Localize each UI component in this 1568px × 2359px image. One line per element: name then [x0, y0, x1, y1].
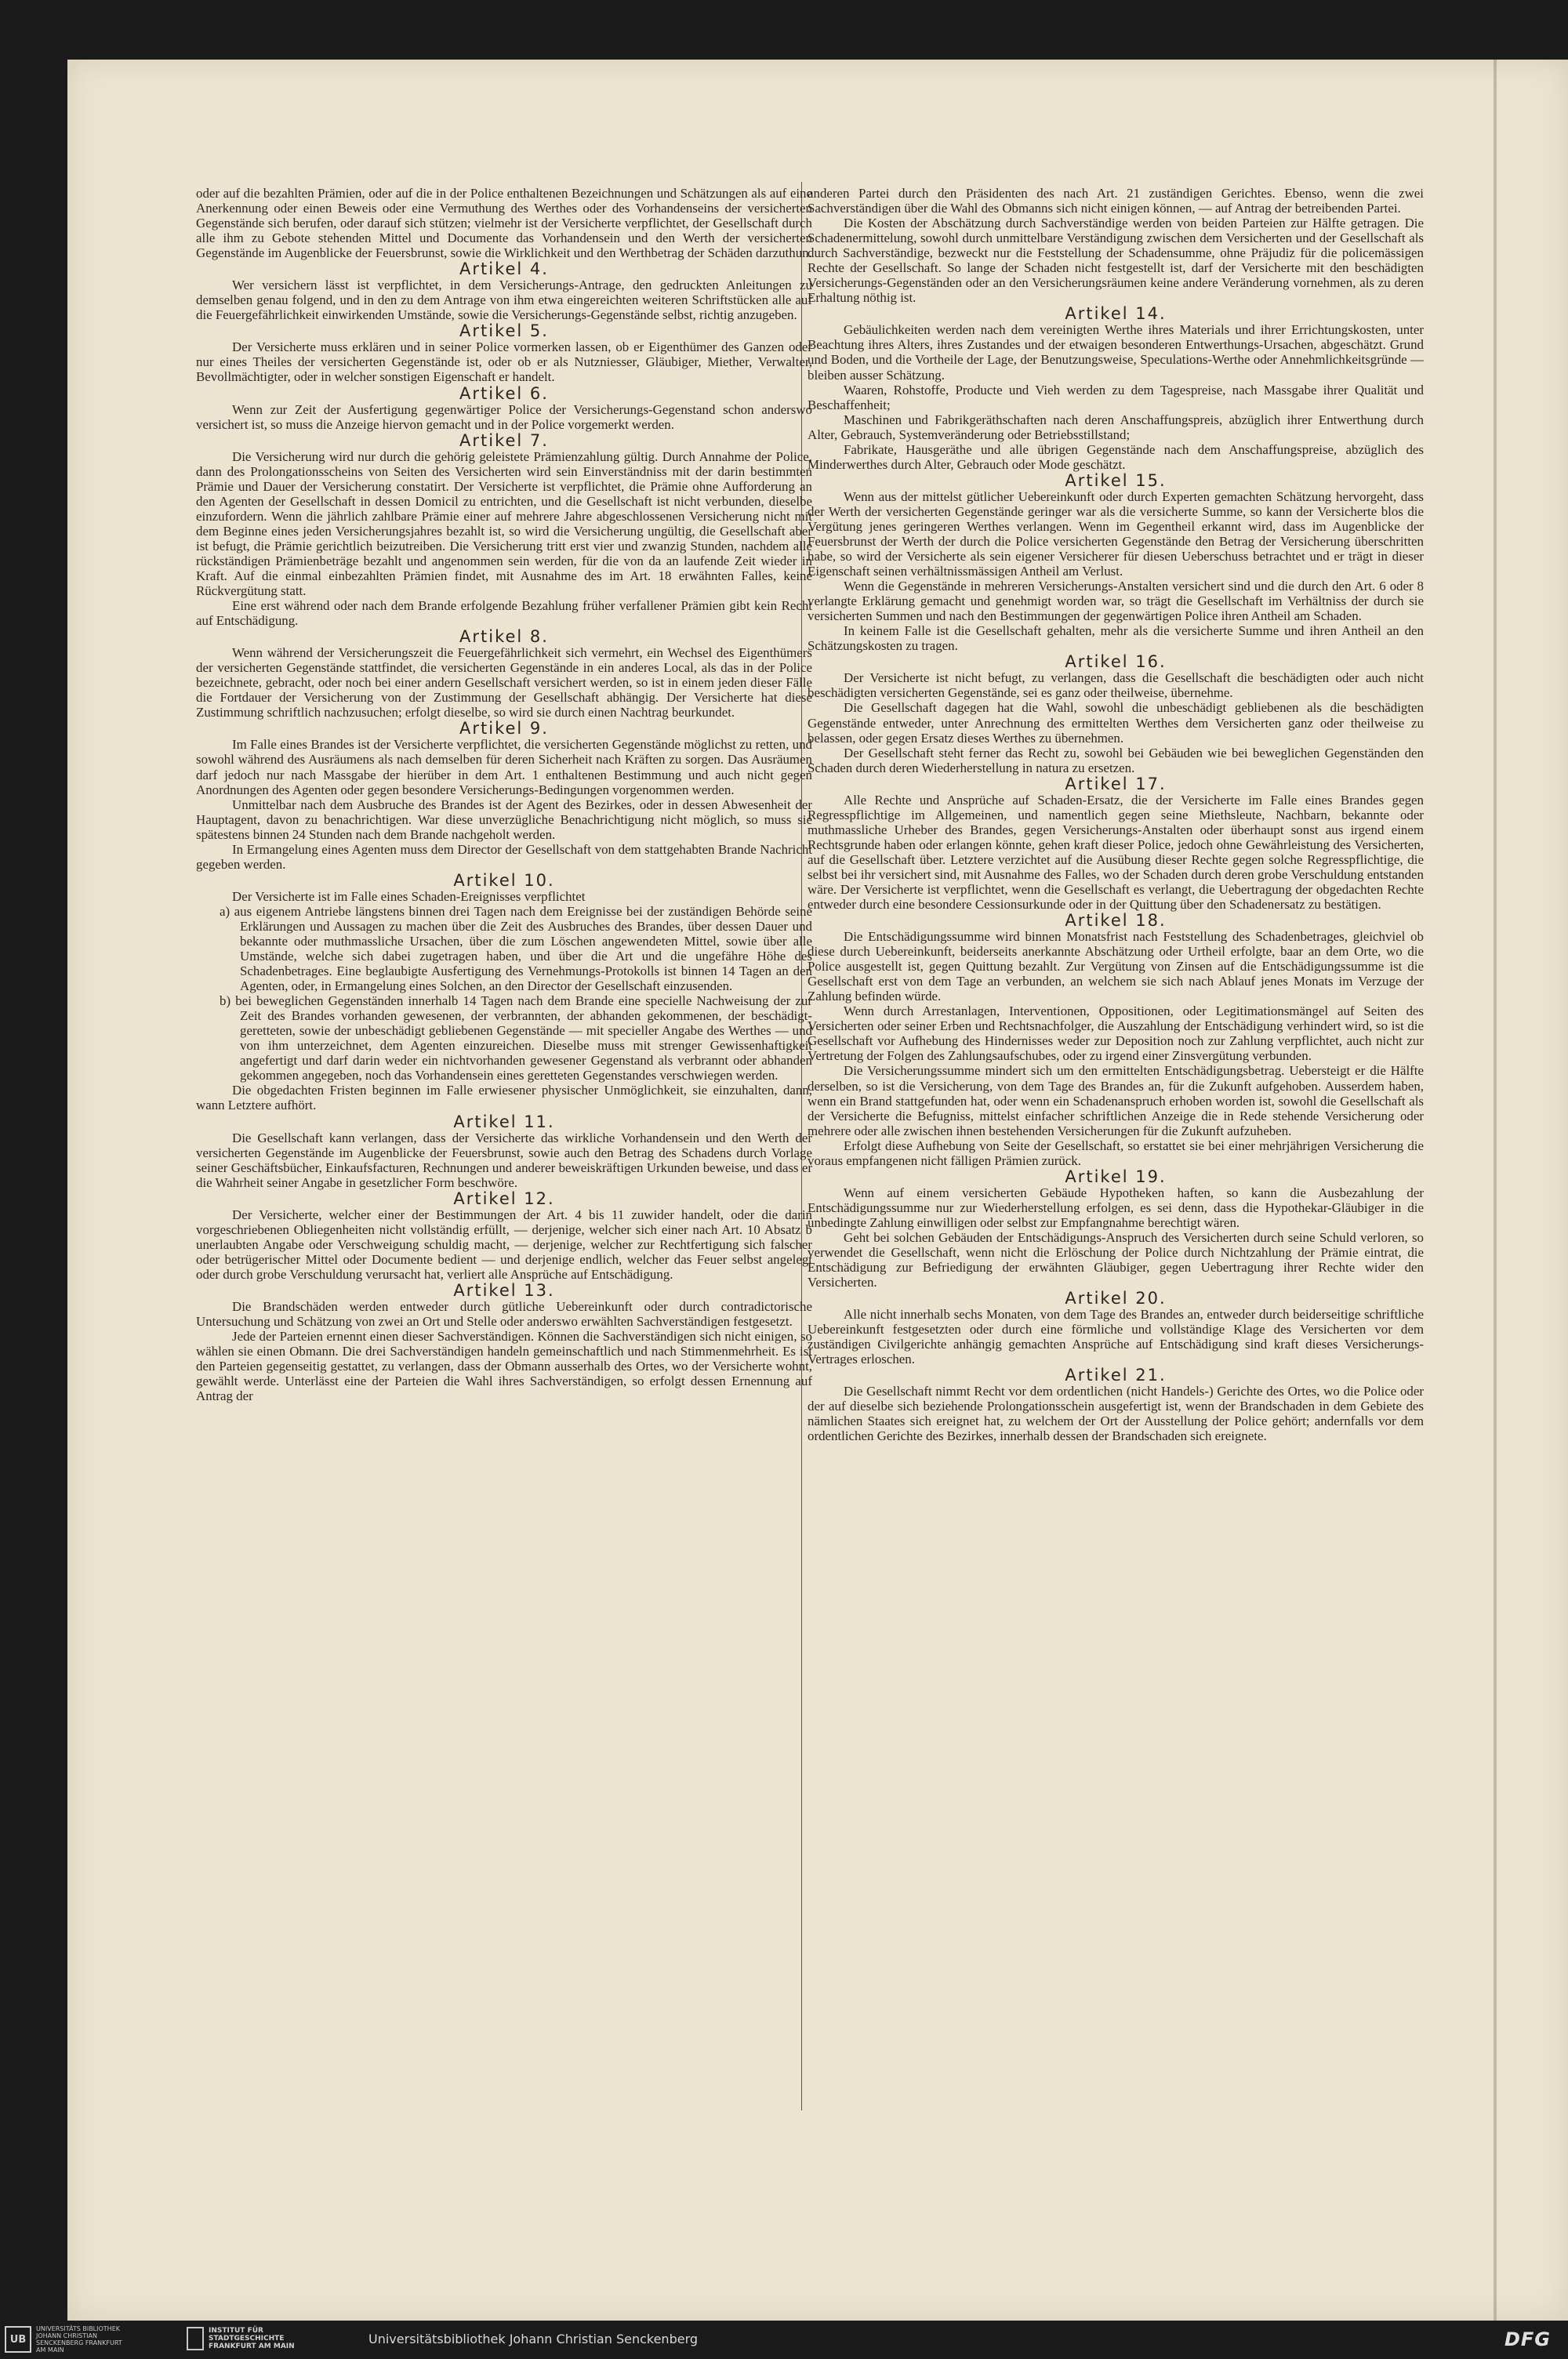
ub-logo-icon: UB: [5, 2326, 31, 2353]
article-heading: Artikel 8.: [459, 627, 549, 647]
footer-caption: Universitätsbibliothek Johann Christian Senckenberg: [368, 2332, 699, 2346]
ub-logo-name: [36, 2325, 130, 2354]
paragraph: Alle Rechte und Ansprüche auf Schaden-Ersatz, die der Versicherte im Falle eines Brandes gegen Regresspflichtige im Allgemeinen, und namentlich gegen seine Miethsleute, Nachbarn, bekannte oder muthmassliche Urheber des Brandes, gegen Versicherungs-Anstalten oder überhaupt sonst aus irgend einem Rechtsgrunde haben oder erlangen könnte, gehen kraft dieser Police, jedoch ohne Gewährleistung des Versicherten, auf die Gesellschaft über. Letztere verzichtet auf die Ausübung dieser Rechte gegen solche Regresspflichtige, die selbst bei ihr versichert sind, mit Ausnahme des Falles, wo der Schaden durch deren grobe Verschuldung entstanden wäre. Der Versicherte ist verpflichtet, wenn die Gesellschaft es verlangt, die Uebertragung der obgedachten Rechte entweder durch eine besondere Cessionsurkunde oder in der Quittung über den Schadenersatz zu bestätigen.: [808, 792, 1424, 913]
article-heading: Artikel 9.: [459, 719, 549, 739]
paragraph: Wenn aus der mittelst gütlicher Uebereinkunft oder durch Experten gemachten Schätzung hervorgeht, dass der Werth der versicherten Gegenstände geringer war als die versicherte Summe, so kann der Versicherte blos die Vergütung jenes geringeren Werthes verlangen. Wenn im Gegentheil erkannt wird, dass im Augenblicke der Feuersbrunst der Werth der durch die Police versicherten Gegenstände den Betrag der Versicherung überschritten habe, so wird der Versicherte als sein eigener Versicherer für diesen Ueberschuss betrachtet und er trägt in dieser Eigenschaft seinen verhältnissmässigen Antheil am Verlust.: [808, 488, 1424, 579]
paragraph: Der Versicherte, welcher einer der Bestimmungen der Art. 4 bis 11 zuwider handelt, oder die darin vorgeschriebenen Obliegenheiten nicht vollständig erfüllt, — derjenige, welcher sich einer nach Art. 10 Absatz b unerlaubten Angabe oder Verschweigung schuldig macht, — derjenige, welcher zur Rechtfertigung sich falscher oder betrügerischer Mittel oder Documente bedient — und derjenige endlich, welcher das Feuer selbst angelegt oder durch grobe Verschuldung verursacht hat, verliert alle Ansprüche auf Entschädigung.: [196, 1207, 812, 1282]
paragraph: Die Gesellschaft nimmt Recht vor dem ordentlichen (nicht Handels-) Gerichte des Ortes, wo die Police oder der auf dieselbe sich beziehende Prolongationsschein ausgefertigt ist, wenn der Brandschaden in dem Gebiete des nämlichen Staates sich ereignet hat, zu welchem der Ort der Ausstellung der Police gehört; andernfalls vor dem ordentlichen Gerichte des Bezirkes, innerhalb dessen der Brandschaden sich ereignete.: [808, 1384, 1424, 1444]
article-heading: Artikel 5.: [459, 321, 549, 341]
paragraph: Wenn die Gegenstände in mehreren Versicherungs-Anstalten versichert sind und die durch den Art. 6 oder 8 verlangte Erklärung gemacht und genehmigt worden war, so trägt die Gesellschaft im Verhältniss der durch sie versicherten Summen und nach den Bestimmungen der gegenwärtigen Police ihren Antheil am Schaden.: [808, 579, 1424, 624]
paragraph: Gebäulichkeiten werden nach dem vereinigten Werthe ihres Materials und ihrer Errichtungskosten, unter Beachtung ihres Alters, ihres Zustandes und der etwaigen besonderen Entwerthungs-Ursachen, abgeschätzt. Grund und Boden, und die Vortheile der Lage, der Benutzungsweise, Speculations-Werthe oder Annehmlichkeitsgründe — bleiben ausser Schätzung.: [808, 322, 1424, 383]
paragraph: Maschinen und Fabrikgeräthschaften nach deren Anschaffungspreis, abzüglich ihrer Entwerthung durch Alter, Gebrauch, Systemveränderung oder Betriebsstillstand;: [808, 412, 1424, 442]
paragraph: oder auf die bezahlten Prämien, oder auf die in der Police enthaltenen Bezeichnungen und Schätzungen als auf eine Anerkennung oder einen Beweis oder eine Vermuthung des Werthes oder des Vorhandenseins der versicherten Gegenstände sich berufen, oder darauf sich stützen; vielmehr ist der Versicherte verpflichtet, der Gesellschaft durch alle ihm zu Gebote stehenden Mittel und Documente das Vorhandensein und den Werth der versicherten Gegenstände im Augenblicke der Feuersbrunst, sowie die Wirklichkeit und den Werthbetrag der Schäden darzuthun.: [196, 186, 812, 261]
isg-logo-icon: [187, 2327, 204, 2350]
paragraph: Die Kosten der Abschätzung durch Sachverständige werden von beiden Parteien zur Hälfte getragen. Die Schadenermittelung, sowohl durch unmittelbare Verständigung zwischen dem Versicherten und der Gesellschaft als durch Sachverständige, bezweckt nur die Feststellung der Schadensumme, ohne Präjudiz für die policemässigen Rechte der Gesellschaft. So lange der Schaden nicht festgestellt ist, darf der Versicherte mit den beschädigten Versicherungs-Gegenständen oder an den Versicherungsräumen keine andere Veränderung vornehmen, als zu deren Erhaltung nöthig ist.: [808, 216, 1424, 306]
paragraph: Wer versichern lässt ist verpflichtet, in dem Versicherungs-Antrage, den gedruckten Anleitungen zu demselben genau folgend, und in den zu dem Antrage von ihm etwa eingereichten weiteren Schriftstücken alle auf die Feuergefährlichkeit einwirkenden Umstände, sowie die Versicherungs-Gegenstände selbst, richtig anzugeben.: [196, 278, 812, 323]
paragraph: Die Entschädigungssumme wird binnen Monatsfrist nach Feststellung des Schadenbetrages, gleichviel ob diese durch Uebereinkunft, beiderseits anerkannte Abschätzung oder Urtheil erfolgte, baar an dem Orte, wo die Police ausgestellt ist, gegen Quittung bezahlt. Zur Vergütung von Zinsen auf die Entschädigungssumme ist die Gesellschaft erst von dem Tage an verbunden, an welchem sie sich nach Ablauf jenes Monats im Verzuge der Zahlung befinden würde.: [808, 929, 1424, 1004]
article-heading: Artikel 20.: [1065, 1289, 1167, 1308]
article-heading: Artikel 4.: [459, 259, 549, 279]
paragraph: Alle nicht innerhalb sechs Monaten, von dem Tage des Brandes an, entweder durch beiderseitige schriftliche Uebereinkunft festgesetzten oder durch eine förmliche und vollständige Klage des Versicherten vor dem zuständigen Civilgerichte anhängig gemachten Ansprüche auf Entschädigung sind kraft dieses Versicherungs-Vertrages erloschen.: [808, 1307, 1424, 1367]
dfg-logo[interactable]: DFG: [1504, 2328, 1551, 2350]
paragraph: Die Versicherung wird nur durch die gehörig geleistete Prämienzahlung gültig. Durch Annahme der Police, dann des Prolongationsscheins von Seiten des Versicherten wird sein Einverständniss mit der darin bestimmten Prämie und Dauer der Versicherung constatirt. Der Versicherte ist verpflichtet, die Prämie ohne Aufforderung an den Agenten der Gesellschaft in dessen Domicil zu entrichten, und die Gesellschaft ist nicht verbunden, dieselbe einzufordern. Wenn die jährlich zahlbare Prämie einer auf mehrere Jahre abgeschlossenen Versicherung nicht mit dem Beginne eines jeden Versicherungsjahres bezahlt ist, so wird die Versicherung ungültig, die Gesellschaft aber ist befugt, die Prämie gerichtlich beizutreiben. Die Versicherung tritt erst vier und zwanzig Stunden, nachdem alle rückständigen Prämienbeträge bezahlt und angenommen sein werden, für die von da an laufende Zeit wieder in Kraft. Auf die einmal einbezahlten Prämien findet, mit Ausnahme des im Art. 18 erwähnten Falles, keine Rückvergütung statt.: [196, 448, 812, 599]
paragraph: In keinem Falle ist die Gesellschaft gehalten, mehr als die versicherte Summe und ihren Antheil an den Schätzungskosten zu tragen.: [808, 623, 1424, 654]
viewer-footer: [0, 2321, 1568, 2359]
article-heading: Artikel 17.: [1065, 774, 1167, 793]
article-heading: Artikel 12.: [453, 1189, 555, 1208]
isg-subtitle: FRANKFURT AM MAIN: [209, 2343, 295, 2350]
paragraph: Wenn zur Zeit der Ausfertigung gegenwärtiger Police der Versicherungs-Gegenstand schon anderswo versichert ist, so muss die Anzeige hiervon gemacht und in der Police vorgemerkt werden.: [196, 401, 812, 432]
list-item: b) bei beweglichen Gegenständen innerhalb 14 Tagen nach dem Brande eine specielle Nachweisung der zur Zeit des Brandes vorhanden gewesenen, der verbrannten, der abhanden gekommenen, der beschädigt-geretteten, sowie der unbeschädigt gebliebenen Gegenstände — mit specieller Angabe des Werthes — und von ihm unterzeichnet, dem Agenten einzureichen. Dieselbe muss mit strenger Gewissenhaftigkeit angefertigt und darf darin weder ein nichtvorhanden gewesener Gegenstand als verbrannt oder abhanden gekommen angegeben, noch das Vorhandensein eines geretteten Gegenstandes verschwiegen werden.: [220, 993, 812, 1083]
article-heading: Artikel 15.: [1065, 470, 1167, 490]
paragraph: Die Gesellschaft dagegen hat die Wahl, sowohl die unbeschädigt gebliebenen als die beschädigten Gegenstände entweder, unter Anrechnung des ermittelten Werthes dem Versicherten ganz oder theilweise zu belassen, oder gegen Ersatz dieses Werthes zu übernehmen.: [808, 700, 1424, 746]
paragraph: In Ermangelung eines Agenten muss dem Director der Gesellschaft von dem stattgehabten Brande Nachricht gegeben werden.: [196, 841, 812, 872]
right-column: [808, 186, 1424, 1444]
paragraph: Die obgedachten Fristen beginnen im Falle erwiesener physischer Unmöglichkeit, sie einzuhalten, dann, wann Letztere aufhört.: [196, 1083, 812, 1113]
page-edge: [1494, 60, 1497, 2321]
paragraph: Unmittelbar nach dem Ausbruche des Brandes ist der Agent des Bezirkes, oder in dessen Abwesenheit der Hauptagent, davon zu benachrichtigen. War diese unverzügliche Benachrichtigung nicht möglich, so muss sie spätestens binnen 24 Stunden nach dem Brande nachgeholt werden.: [196, 797, 812, 842]
article-heading: Artikel 19.: [1065, 1167, 1167, 1186]
paragraph: Eine erst während oder nach dem Brande erfolgende Bezahlung früher verfallener Prämien gibt kein Recht auf Entschädigung.: [196, 598, 812, 629]
ub-name: UNIVERSITÄTS BIBLIOTHEK: [36, 2325, 120, 2332]
paragraph: Im Falle eines Brandes ist der Versicherte verpflichtet, die versicherten Gegenstände möglichst zu retten, und sowohl während des Ausräumens als nach demselben für deren Sicherheit nach Kräften zu sorgen. Das Ausräumen darf jedoch nur nach Massgabe der hierüber in dem Art. 1 enthaltenen Bestimmung und auch nicht gegen Anordnungen des Agenten oder gegen besondere Versicherungs-Bedingungen vorgenommen werden.: [196, 737, 812, 797]
ub-subtitle: JOHANN CHRISTIAN SENCKENBERG FRANKFURT AM MAIN: [36, 2332, 122, 2354]
article-heading: Artikel 11.: [453, 1112, 555, 1131]
list-item: a) aus eigenem Antriebe längstens binnen drei Tagen nach dem Ereignisse bei der zuständigen Behörde seine Erklärungen und Aussagen zu machen über die Zeit des Ausbruches des Brandes, über dessen Dauer und bekannte oder muthmassliche Ursachen, über die zum Löschen angewendeten Mittel, sowie über alle Umstände, welche sich dabei zugetragen haben, und über die Art und die ungefähre Höhe des Schadenbetrages. Eine beglaubigte Ausfertigung des Vernehmungs-Protokolls ist binnen 14 Tagen an den Agenten, oder, in Ermangelung eines Solchen, an den Director der Gesellschaft einzusenden.: [220, 903, 812, 994]
paragraph: Fabrikate, Hausgeräthe und alle übrigen Gegenstände nach dem Anschaffungspreise, abzüglich des Minderwerthes durch Alter, Gebrauch oder Mode geschätzt.: [808, 441, 1424, 472]
paragraph: Die Gesellschaft kann verlangen, dass der Versicherte das wirkliche Vorhandensein und den Werth der versicherten Gegenstände im Augenblicke der Feuersbrunst, sowie auch den Betrag des Schadens durch Vorlage seiner Geschäftsbücher, Einkaufsfacturen, Rechnungen und anderer beweiskräftigen Urkunden beweise, und dass er die Wahrheit seiner Angabe in gesetzlicher Form beschwöre.: [196, 1130, 812, 1190]
paragraph: Die Versicherungssumme mindert sich um den ermittelten Entschädigungsbetrag. Uebersteigt er die Hälfte derselben, so ist die Versicherung, von dem Tage des Brandes an, für die Zukunft aufgehoben. Ausserdem haben, wenn ein Brand stattgefunden hat, oder wenn ein Schadenanspruch erhoben worden ist, sowohl die Gesellschaft als der Versicherte die Befugniss, mittelst einfacher schriftlichen Anzeige die in Rede stehende Versicherung oder mehrere oder alle zwischen ihnen bestehenden Versicherungen für die Zukunft aufzuheben.: [808, 1063, 1424, 1138]
isg-name: INSTITUT FÜR STADTGESCHICHTE: [209, 2327, 285, 2343]
article-heading: Artikel 14.: [1065, 304, 1167, 324]
paragraph: Waaren, Rohstoffe, Producte und Vieh werden zu dem Tagespreise, nach Massgabe ihrer Qualität und Beschaffenheit;: [808, 382, 1424, 412]
paragraph: Wenn durch Arrestanlagen, Interventionen, Oppositionen, oder Legitimationsmängel auf Seiten des Versicherten oder seiner Erben und Rechtsnachfolger, die Auszahlung der Entschädigung verhindert wird, so ist die Gesellschaft vor Aufhebung des Hindernisses weder zur Deposition noch zur Zahlung verpflichtet, auch nicht zur Vertretung der Folgen des Zahlungsaufschubes, oder zu irgend einer Zinsvergütung verbunden.: [808, 1003, 1424, 1064]
paragraph: Erfolgt diese Aufhebung von Seite der Gesellschaft, so erstattet sie bei einer mehrjährigen Versicherung die voraus empfangenen nicht fälligen Prämien zurück.: [808, 1138, 1424, 1168]
article-heading: Artikel 16.: [1065, 652, 1167, 672]
article-heading: Artikel 21.: [1065, 1366, 1167, 1385]
paragraph: Jede der Parteien ernennt einen dieser Sachverständigen. Können die Sachverständigen sich nicht einigen, so wählen sie einen Obmann. Die drei Sachverständigen handeln gemeinschaftlich und nach Stimmenmehrheit. Es ist den Parteien gegenseitig gestattet, zu verlangen, dass der Obmann ausserhalb des Ortes, wo der Versicherte wohnt, gewählt werde. Unterlässt eine der Parteien die Wahl ihres Sachverständigen, so erfolgt dessen Ernennung auf Antrag der: [196, 1329, 812, 1404]
paragraph: Die Brandschäden werden entweder durch gütliche Uebereinkunft oder durch contradictorische Untersuchung und Schätzung von zwei an Ort und Stelle oder anderswo erwählten Sachverständigen festgesetzt.: [196, 1298, 812, 1329]
paragraph: Der Gesellschaft steht ferner das Recht zu, sowohl bei Gebäuden wie bei beweglichen Gegenständen den Schaden durch deren Wiederherstellung in natura zu ersetzen.: [808, 745, 1424, 775]
article-heading: Artikel 6.: [459, 383, 549, 403]
article-heading: Artikel 7.: [459, 430, 549, 450]
paragraph: Wenn auf einem versicherten Gebäude Hypotheken haften, so kann die Ausbezahlung der Entschädigungssumme nur zur Wiederherstellung erfolgen, es sei denn, dass die Hypothekar-Gläubiger in die unbedingte Zahlung einwilligen oder selbst zur Empfangnahme berechtigt wären.: [808, 1185, 1424, 1230]
isg-logo[interactable]: [187, 2327, 334, 2350]
ub-logo[interactable]: [5, 2325, 130, 2354]
paragraph: Geht bei solchen Gebäuden der Entschädigungs-Anspruch des Versicherten durch seine Schuld verloren, so verwendet die Gesellschaft, wenn nicht die Erlöschung der Police durch Nichtzahlung der Prämie eintrat, die Entschädigung zur Befriedigung der erwähnten Gläubiger, gegen Uebertragung ihrer Rechte wider den Versicherten.: [808, 1229, 1424, 1290]
article-heading: Artikel 18.: [1065, 911, 1167, 931]
left-column: [196, 186, 812, 1403]
paragraph: anderen Partei durch den Präsidenten des nach Art. 21 zuständigen Gerichtes. Ebenso, wenn die zwei Sachverständigen über die Wahl des Obmanns sich nicht einigen können, — auf Antrag der betreibenden Partei.: [808, 186, 1424, 216]
paragraph: Der Versicherte ist im Falle eines Schaden-Ereignisses verpflichtet: [232, 888, 586, 904]
paragraph: Der Versicherte ist nicht befugt, zu verlangen, dass die Gesellschaft die beschädigten oder auch nicht beschädigten versicherten Gegenstände, sei es ganz oder theilweise, übernehme.: [808, 670, 1424, 701]
paragraph: Der Versicherte muss erklären und in seiner Police vormerken lassen, ob er Eigenthümer des Ganzen oder nur eines Theiles der versicherten Gegenstände ist, oder ob er als Nutzniesser, Gläubiger, Miether, Verwalter, Bevollmächtigter, oder in welcher sonstigen Eigenschaft er handelt.: [196, 339, 812, 385]
paragraph: Wenn während der Versicherungszeit die Feuergefährlichkeit sich vermehrt, ein Wechsel des Eigenthümers der versicherten Gegenstände stattfindet, die versicherten Gegenstände in ein anderes Local, als das in der Police bezeichnete, gebracht, oder noch bei einer andern Gesellschaft versichert werden, so ist in einem jeden dieser Fälle die Fortdauer der Versicherung von der Zustimmung der Gesellschaft abhängig. Der Versicherte hat diese Zustimmung schriftlich nachzusuchen; erfolgt dieselbe, so wird sie durch einen Nachtrag beurkundet.: [196, 645, 812, 720]
isg-logo-name: [209, 2327, 334, 2350]
article-heading: Artikel 10.: [453, 870, 555, 890]
article-heading: Artikel 13.: [453, 1280, 555, 1300]
